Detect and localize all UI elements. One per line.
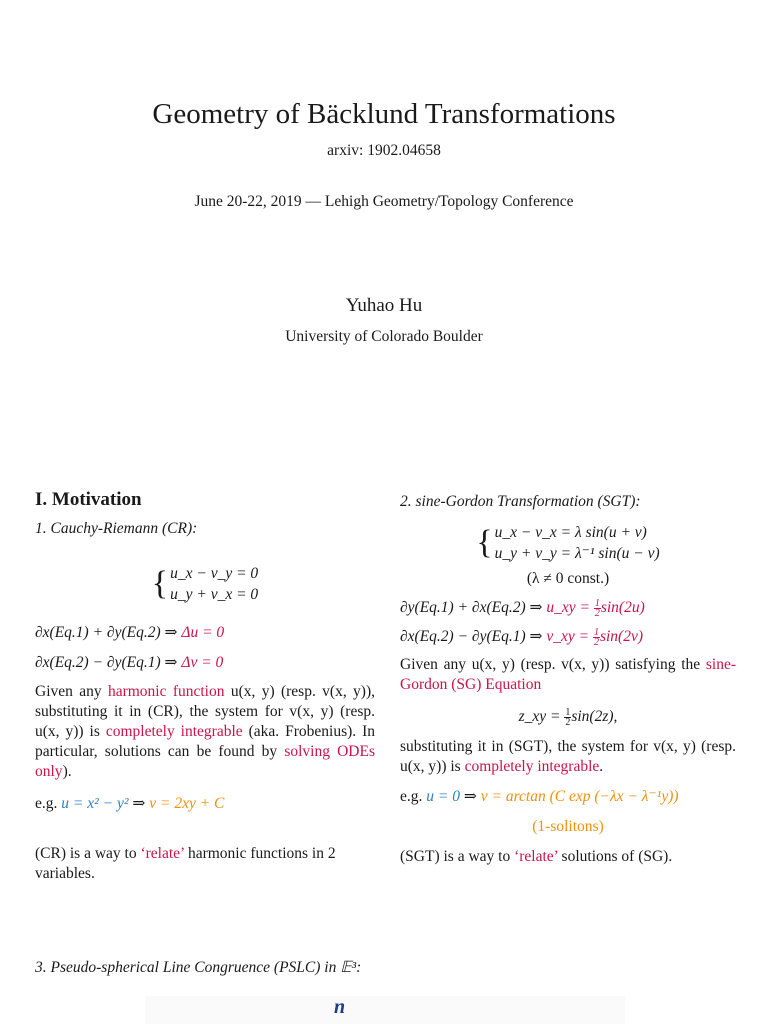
relate-text-1: (CR) is a way to (35, 845, 137, 862)
relate-term: ‘relate’ (514, 848, 558, 865)
eg-label: e.g. (35, 795, 58, 812)
given-text: Given any u(x, y) (resp. v(x, y)) satisfying the (400, 656, 701, 673)
sgt-derivation-2-lhs: ∂x(Eq.2) − ∂y(Eq.1) ⇒ (400, 628, 543, 645)
section-heading: I. Motivation (35, 489, 142, 510)
v-xy-label: v_xy = (546, 628, 590, 645)
sgt-derivation-1 (400, 598, 736, 618)
example-u: u = x² − y² (61, 795, 129, 812)
implies-arrow: ⇒ (463, 788, 477, 805)
derivation-2-lhs: ∂x(Eq.2) − ∂y(Eq.1) ⇒ (35, 654, 178, 671)
author-name: Yuhao Hu (345, 295, 423, 316)
relate-text-1: (SGT) is a way to (400, 848, 511, 865)
derivation-1-lhs: ∂x(Eq.1) + ∂y(Eq.2) ⇒ (35, 624, 178, 641)
cr-system (35, 563, 375, 607)
cr-paragraph (35, 682, 375, 782)
sgt-subst-paragraph (400, 737, 736, 777)
sgt-given-paragraph (400, 655, 736, 695)
laplace-u: Δu = 0 (181, 624, 225, 641)
sin-2u: sin(2u) (600, 599, 645, 616)
frac-den: 2 (594, 607, 600, 619)
sg-equation-term: sine-Gordon (SG) Equation (400, 656, 736, 693)
cr-equation-1: u_x − v_y = 0 (170, 565, 259, 582)
sgt-derivation-2 (400, 627, 736, 647)
sgt-relate (400, 847, 736, 867)
figure-region (145, 996, 625, 1024)
frac-num: 1 (594, 597, 600, 609)
left-brace: { (151, 565, 169, 602)
frac-num: 1 (593, 626, 599, 638)
cr-example (35, 794, 375, 814)
cr-title: 1. Cauchy-Riemann (CR): (35, 520, 198, 537)
lambda-note: (λ ≠ 0 const.) (526, 570, 610, 587)
sgt-title: 2. sine-Gordon Transformation (SGT): (400, 493, 641, 510)
frac-num: 1 (565, 706, 571, 718)
example-u: u = 0 (426, 788, 460, 805)
eg-label: e.g. (400, 788, 423, 805)
cr-relate (35, 844, 375, 884)
half-fraction (594, 599, 601, 618)
frac-den: 2 (593, 636, 599, 648)
derivation-2 (35, 653, 375, 673)
example-v: v = 2xy + C (149, 795, 225, 812)
solving-odes-term: solving ODEs only (35, 743, 375, 780)
example-v: v = arctan (C exp (−λx − λ⁻¹y)) (480, 788, 679, 805)
sgt-system (400, 522, 736, 566)
frac-den: 2 (565, 716, 571, 728)
subst-text: substituting it in (SGT), the system for v(x, y) (resp. u(x, y)) is (400, 738, 736, 775)
laplace-v: Δv = 0 (181, 654, 224, 671)
sgt-equation-1: u_x − v_x = λ sin(u + v) (494, 524, 647, 541)
v-sine-gordon (546, 626, 644, 648)
derivation-1 (35, 623, 375, 643)
para-end: ). (62, 763, 72, 780)
sgt-equation-2: u_y + v_y = λ⁻¹ sin(u − v) (494, 545, 660, 562)
sgt-equations (495, 522, 660, 564)
normal-vector-label: n⃗ (334, 996, 361, 1018)
sin-2z: sin(2z), (571, 708, 618, 725)
para-text-1: u(x, y) (resp. v(x, y)), substituting it in (CR), the system for v(x, y) (resp. u(x, y)) is (35, 683, 375, 740)
cr-equation-2: u_y + v_x = 0 (170, 586, 259, 603)
page-title: Geometry of Bäcklund Transformations (152, 98, 616, 130)
sin-2v: sin(2v) (599, 628, 644, 645)
implies-arrow: ⇒ (132, 795, 146, 812)
left-column (35, 490, 375, 884)
left-brace: { (476, 524, 493, 561)
conference-line: June 20-22, 2019 — Lehigh Geometry/Topology Conference (194, 193, 574, 210)
u-xy-label: u_xy = (546, 599, 590, 616)
arxiv-id: arxiv: 1902.04658 (327, 142, 441, 159)
sg-equation (400, 707, 736, 727)
sgt-derivation-1-lhs: ∂y(Eq.1) + ∂x(Eq.2) ⇒ (400, 599, 543, 616)
pslc-title: 3. Pseudo-spherical Line Congruence (PSLC) in 𝔼³: (35, 959, 362, 976)
relate-text-2: solutions of (SG). (561, 848, 673, 865)
half-fraction (593, 628, 600, 647)
relate-text-2: harmonic functions in 2 variables. (35, 845, 336, 882)
z-xy-label: z_xy = (518, 708, 561, 725)
right-column (400, 492, 736, 867)
cr-equations (170, 563, 258, 605)
subst-end: . (599, 758, 604, 775)
solitons-note: (1-solitons) (532, 818, 604, 835)
u-sine-gordon (546, 597, 645, 619)
completely-integrable-term: completely integrable (464, 758, 600, 775)
affiliation: University of Colorado Boulder (285, 328, 483, 345)
relate-term: ‘relate’ (140, 845, 185, 862)
sgt-example (400, 787, 736, 807)
para-given: Given any (35, 683, 102, 700)
para-text-2: (aka. Frobenius). In particular, solutions can be found by (35, 723, 376, 760)
completely-integrable-term: completely integrable (105, 723, 243, 740)
harmonic-function-term: harmonic function (107, 683, 225, 700)
